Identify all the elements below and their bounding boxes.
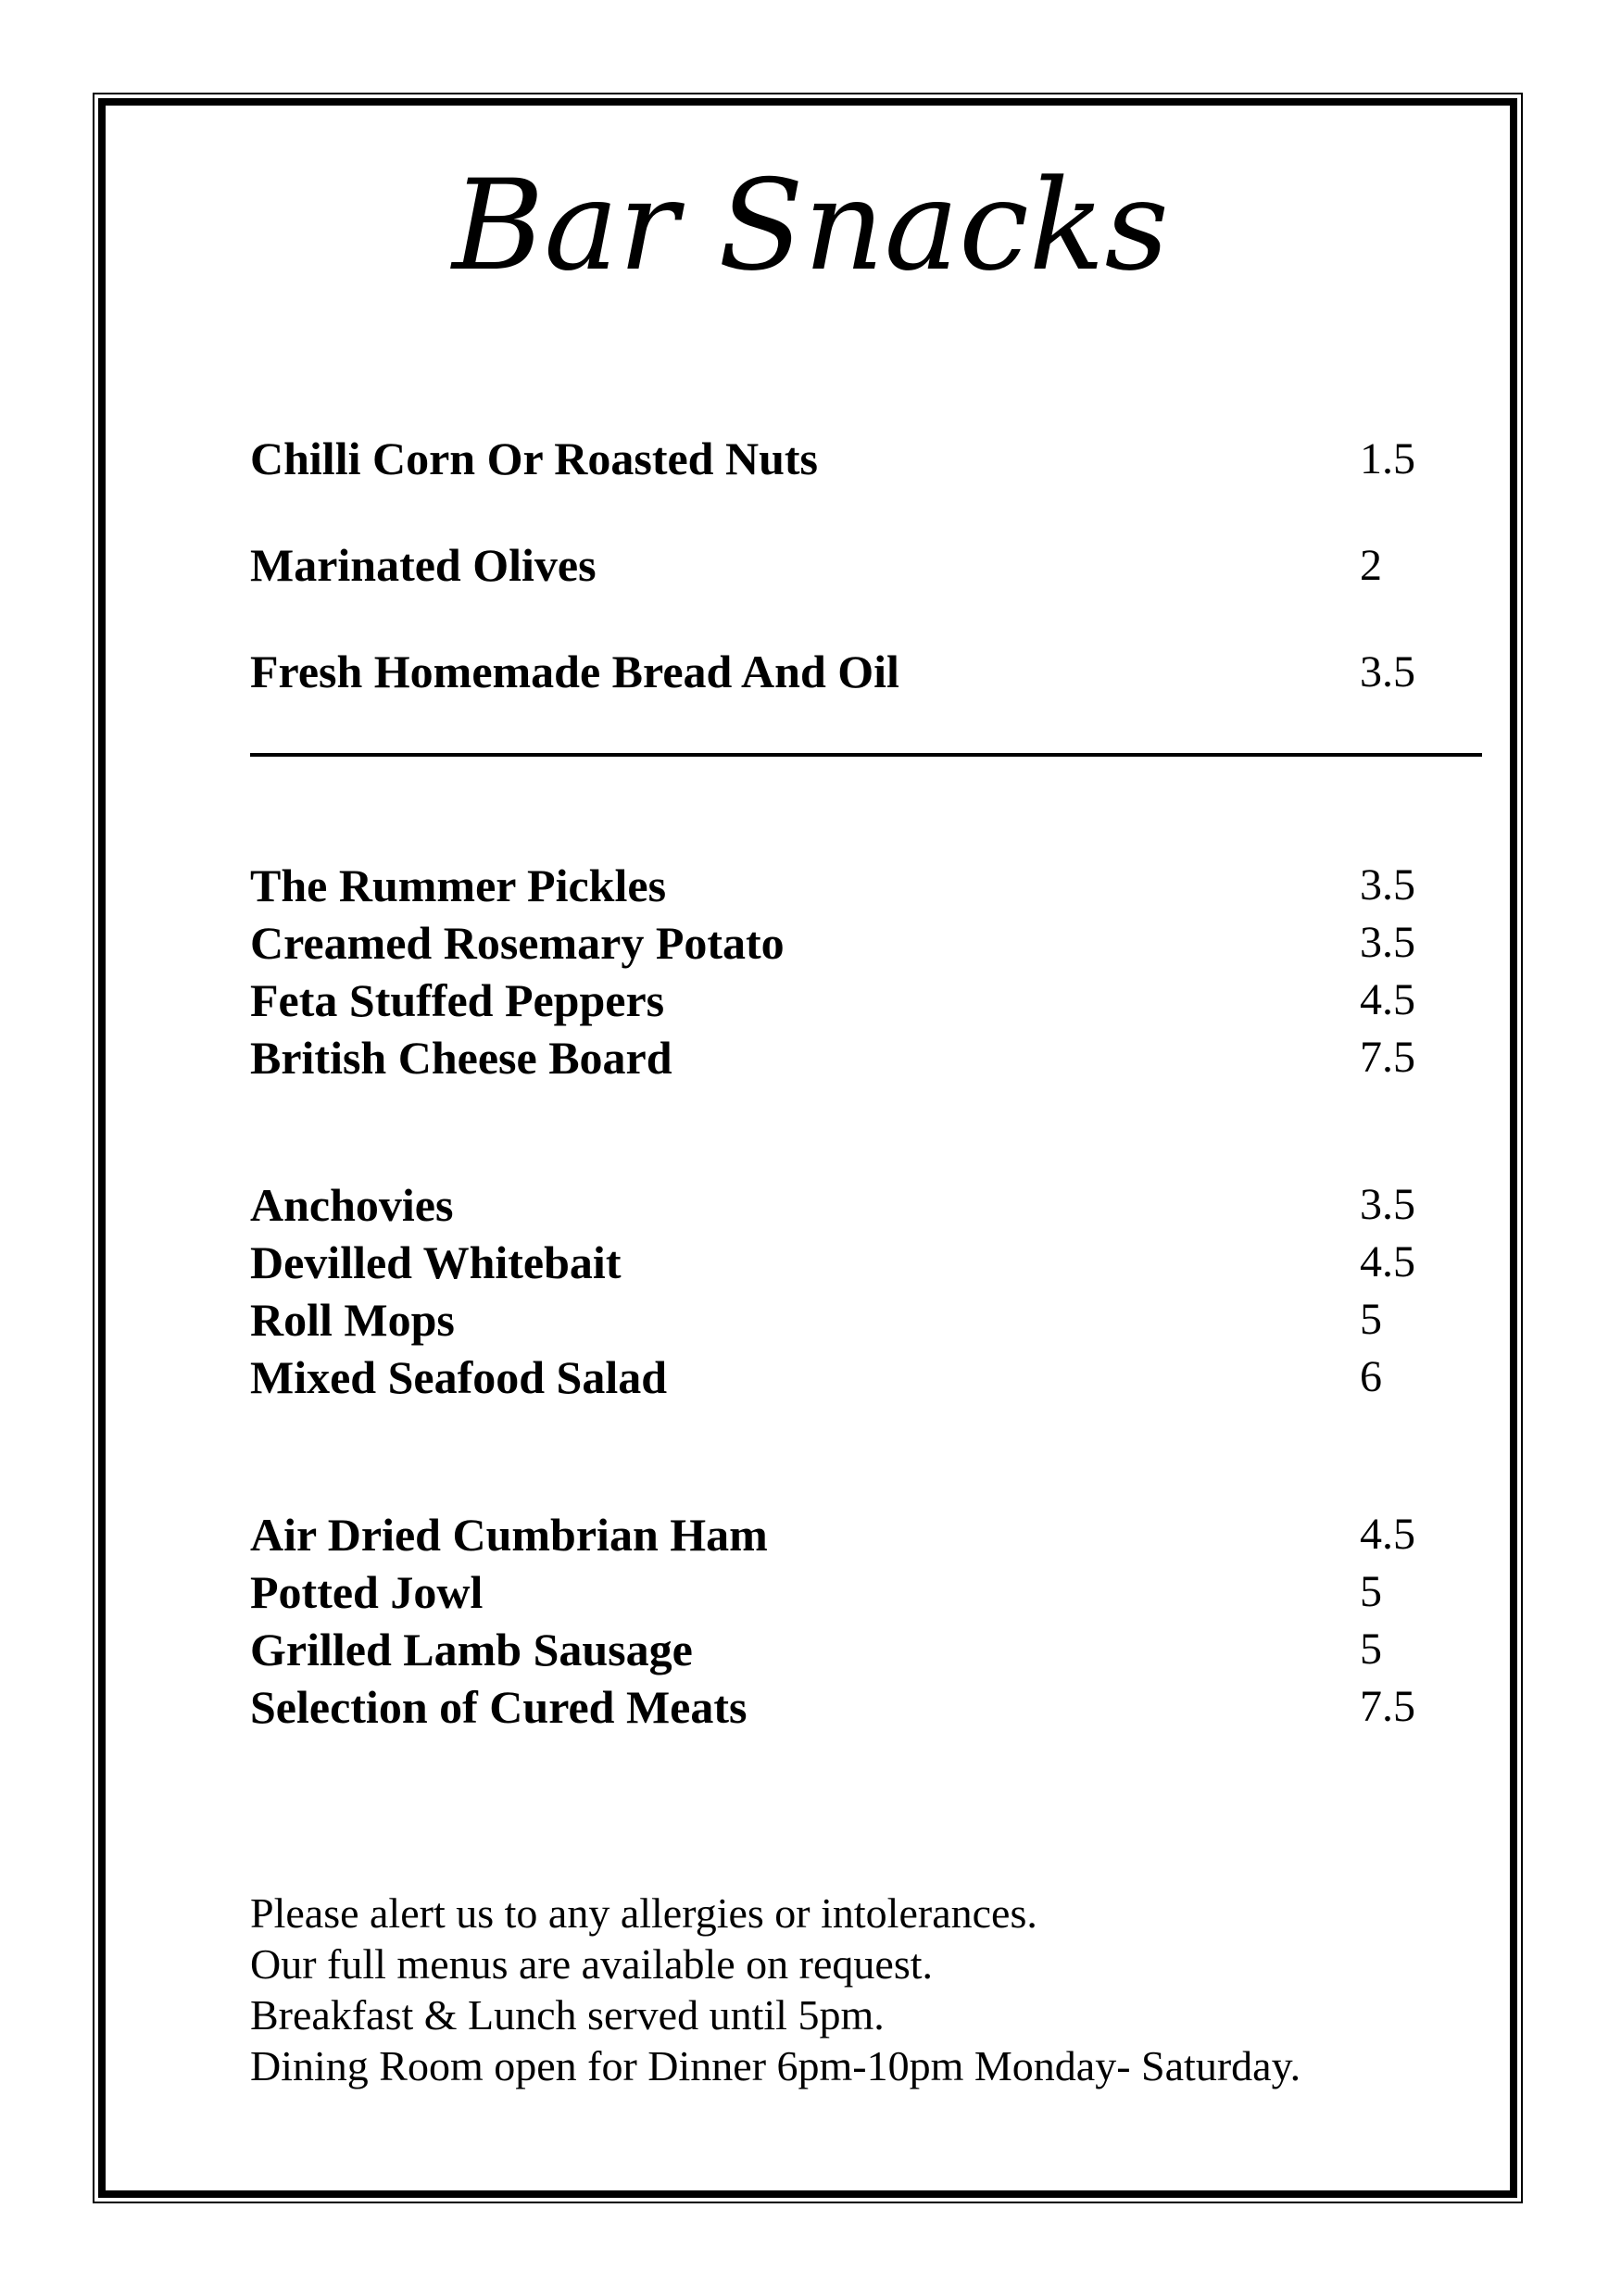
menu-item-name: The Rummer Pickles: [250, 859, 667, 911]
menu-section-fish: [250, 1176, 1482, 1406]
menu-item-name: British Cheese Board: [250, 1032, 672, 1084]
footer-note-dining-room: Dining Room open for Dinner 6pm-10pm Monday- Saturday.: [250, 2042, 1301, 2089]
menu-item: [250, 619, 1482, 725]
section-divider-rule: [250, 753, 1482, 757]
menu-item-price: 3.5: [1360, 1180, 1415, 1229]
menu-item-price: 1.5: [1360, 434, 1415, 483]
menu-item-name: Anchovies: [250, 1179, 454, 1231]
menu-item: [250, 1621, 1482, 1678]
menu-item-name: Mixed Seafood Salad: [250, 1351, 668, 1403]
footer-notes: [250, 1888, 1528, 2091]
menu-item-name: Selection of Cured Meats: [250, 1681, 748, 1733]
menu-item-name: Chilli Corn Or Roasted Nuts: [250, 433, 819, 484]
menu-item: [250, 972, 1482, 1029]
menu-item-name: Grilled Lamb Sausage: [250, 1624, 693, 1675]
menu-section-pickles: [250, 857, 1482, 1086]
footer-note-full-menus: Our full menus are available on request.: [250, 1940, 934, 1988]
menu-item: [250, 1291, 1482, 1349]
menu-item-price: 3.5: [1360, 860, 1415, 910]
menu-item-name: Fresh Homemade Bread And Oil: [250, 646, 899, 697]
menu-item-name: Marinated Olives: [250, 539, 597, 591]
menu-item: [250, 914, 1482, 972]
menu-section-starters: [250, 406, 1482, 725]
menu-section-meats: [250, 1506, 1482, 1736]
menu-item-price: 5: [1360, 1625, 1382, 1674]
menu-item: [250, 857, 1482, 914]
footer-note-allergies: Please alert us to any allergies or intolerances.: [250, 1889, 1037, 1937]
menu-item-price: 6: [1360, 1352, 1382, 1401]
menu-item-name: Air Dried Cumbrian Ham: [250, 1509, 768, 1561]
menu-item-price: 7.5: [1360, 1033, 1415, 1082]
menu-item-price: 5: [1360, 1295, 1382, 1344]
menu-item: [250, 1678, 1482, 1736]
menu-item-price: 7.5: [1360, 1682, 1415, 1731]
menu-item-name: Potted Jowl: [250, 1566, 484, 1618]
menu-item: [250, 1176, 1482, 1234]
menu-item-name: Feta Stuffed Peppers: [250, 974, 665, 1026]
menu-item-price: 3.5: [1360, 647, 1415, 696]
footer-note-breakfast-lunch: Breakfast & Lunch served until 5pm.: [250, 1991, 885, 2039]
menu-item: [250, 512, 1482, 619]
menu-item-price: 4.5: [1360, 975, 1415, 1024]
menu-item: [250, 1234, 1482, 1291]
menu-item-price: 4.5: [1360, 1510, 1415, 1559]
menu-item: [250, 1029, 1482, 1086]
menu-item-name: Roll Mops: [250, 1294, 455, 1346]
menu-item-price: 3.5: [1360, 918, 1415, 967]
menu-item-name: Creamed Rosemary Potato: [250, 917, 785, 969]
menu-item-price: 5: [1360, 1567, 1382, 1616]
menu-item: [250, 1563, 1482, 1621]
page-title: Bar Snacks: [452, 153, 1169, 298]
menu-item: [250, 406, 1482, 512]
menu-item-name: Devilled Whitebait: [250, 1236, 622, 1288]
menu-item: [250, 1349, 1482, 1406]
menu-item: [250, 1506, 1482, 1563]
menu-item-price: 4.5: [1360, 1237, 1415, 1286]
menu-item-price: 2: [1360, 541, 1382, 590]
